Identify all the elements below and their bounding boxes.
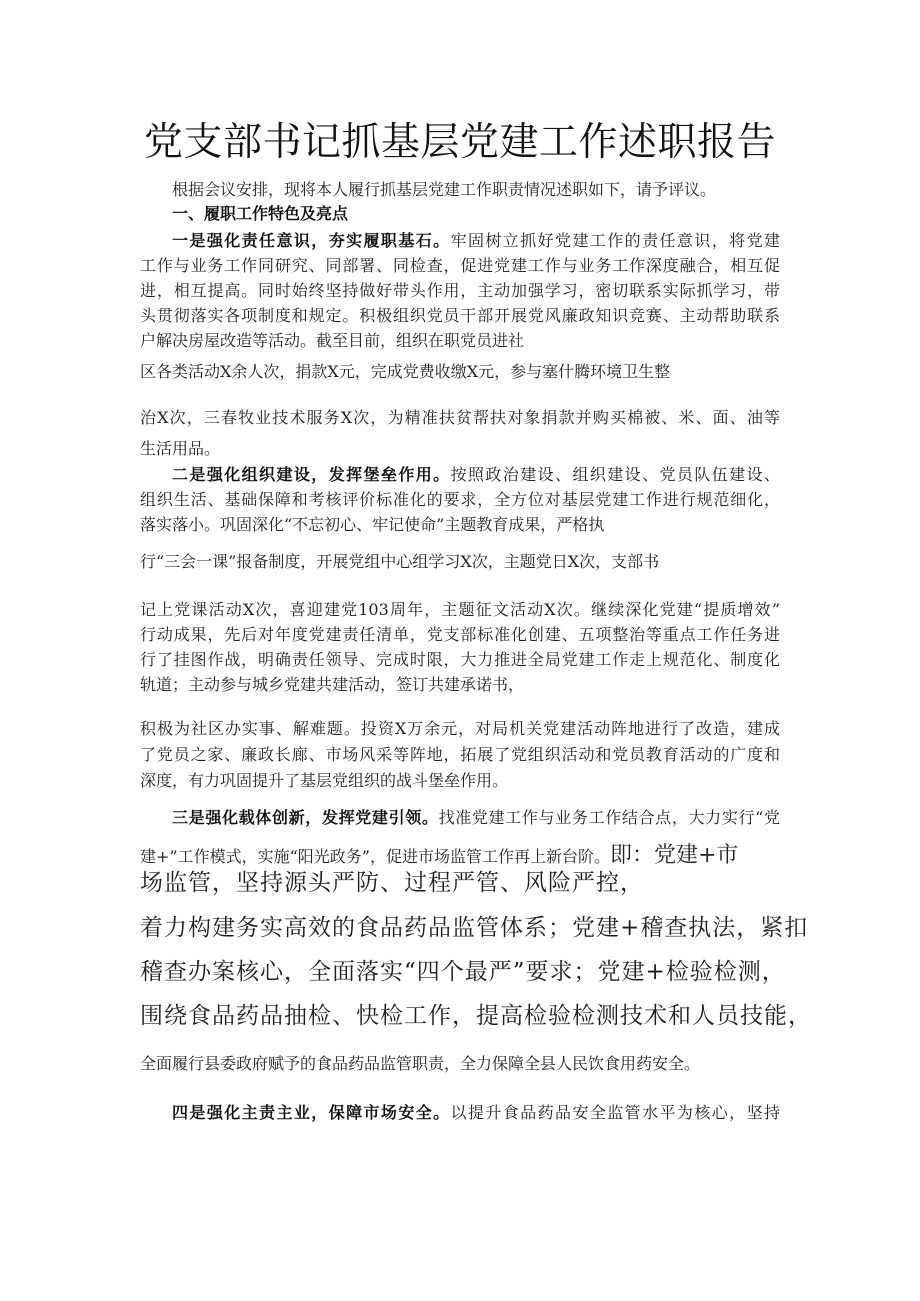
paragraph-2-line-11: 深度，有力巩固提升了基层党组织的战斗堡垒作用。 [140,771,509,790]
paragraph-2-line-2: 组织生活、基础保障和考核评价标准化的要求，全方位对基层党建工作进行规范细化， [140,490,780,509]
paragraph-2-line-5: 记上党课活动X次，喜迎建党103周年，主题征文活动X次。继续深化党建“提质增效” [140,600,780,619]
paragraph-3-line-1 [172,806,780,830]
paragraph-4-text: 以提升食品药品安全监管水平为核心，坚持 [450,1103,780,1122]
paragraph-3-line-2-large: 即：党建+市 [609,843,739,868]
intro-paragraph: 根据会议安排，现将本人履行抓基层党建工作职责情况述职如下，请予评议。 [172,180,717,199]
paragraph-1-line-1 [172,229,780,253]
paragraph-2-line-10: 了党员之家、廉政长廊、市场风采等阵地，拓展了党组织活动和党员教育活动的广度和 [140,745,780,764]
paragraph-1-line-5: 户解决房屋改造等活动。截至目前，组织在职党员进社 [140,331,525,350]
paragraph-2-line-6: 行动成果，先后对年度党建责任清单，党支部标准化创建、五项整治等重点工作任务进 [140,625,780,644]
paragraph-1-line-3: 进，相互提高。同时始终坚持做好带头作用，主动加强学习，密切联系实际抓学习，带 [140,281,780,300]
paragraph-4-lead: 四是强化主责主业，保障市场安全。 [172,1103,451,1122]
paragraph-1-line-7: 治X次，三春牧业技术服务X次，为精准扶贫帮扶对象捐款并购买棉被、米、面、油等 [140,408,780,427]
paragraph-2-line-3: 落实落小。巩固深化“不忘初心、牢记使命”主题教育成果，严格执 [140,515,605,534]
paragraph-1-line-8: 生活用品。 [140,439,221,458]
paragraph-3-line-4: 着力构建务实高效的食品药品监管体系；党建+稽查执法，紧扣 [140,915,809,941]
paragraph-2-line-1 [172,463,780,487]
paragraph-1-line-4: 头贯彻落实各项制度和规定。积极组织党员干部开展党风廉政知识竞赛、主动帮助联系 [140,306,780,325]
paragraph-2-line-4: 行“三会一课”报备制度，开展党组中心组学习X次，主题党日X次，支部书 [140,552,660,571]
paragraph-3-line-6: 围绕食品药品抽检、快检工作，提高检验检测技术和人员技能， [140,1003,812,1029]
paragraph-3-text: 找准党建工作与业务工作结合点，大力实行“党 [438,808,780,827]
paragraph-3-line-2-text: 建+”工作模式，实施“阳光政务”，促进市场监管工作再上新台阶。 [140,847,610,866]
paragraph-1-text: 牢固树立抓好党建工作的责任意识，将党建 [450,231,780,250]
paragraph-2-line-7: 行了挂图作战，明确责任领导、完成时限，大力推进全局党建工作走上规范化、制度化 [140,650,780,669]
paragraph-2-lead: 二是强化组织建设，发挥堡垒作用。 [172,465,451,484]
paragraph-3-line-3: 场监管，坚持源头严防、过程严管、风险严控， [140,870,644,896]
paragraph-3-line-5: 稽查办案核心，全面落实“四个最严”要求；党建+检验检测， [140,959,786,985]
paragraph-2-text: 按照政治建设、组织建设、党员队伍建设、 [450,465,780,484]
page-title: 党支部书记抓基层党建工作述职报告 [143,120,776,165]
paragraph-1-line-2: 工作与业务工作同研究、同部署、同检查，促进党建工作与业务工作深度融合，相互促 [140,256,780,275]
paragraph-3-lead: 三是强化载体创新，发挥党建引领。 [172,808,439,827]
paragraph-1-line-6: 区各类活动X余人次，捐款X元，完成党费收缴X元，参与塞什腾环境卫生整 [140,362,671,381]
paragraph-1-lead: 一是强化责任意识，夯实履职基石。 [172,231,451,250]
paragraph-4-line-1 [172,1101,780,1125]
paragraph-3-line-7: 全面履行县委政府赋予的食品药品监管职责，全力保障全县人民饮食用药安全。 [140,1054,701,1073]
paragraph-2-line-9: 积极为社区办实事、解难题。投资X万余元，对局机关党建活动阵地进行了改造，建成 [140,719,780,738]
section-heading-1: 一、履职工作特色及亮点 [172,204,349,223]
paragraph-2-line-8: 轨道；主动参与城乡党建共建活动，签订共建承诺书， [140,675,525,694]
